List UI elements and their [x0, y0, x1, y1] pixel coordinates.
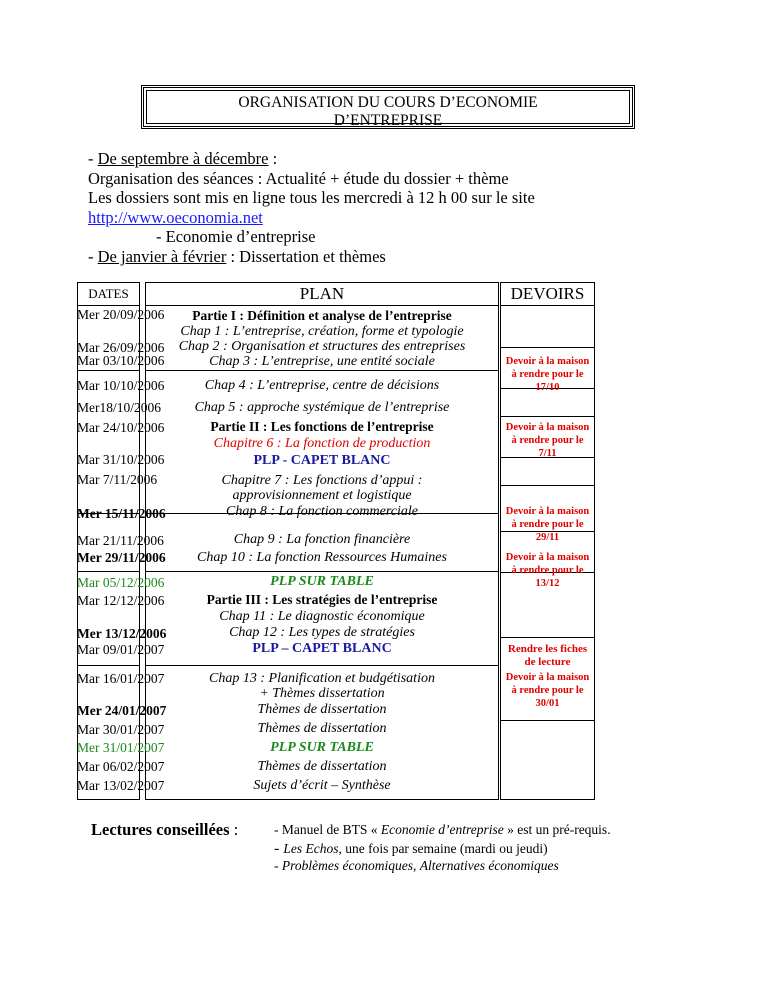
plan-cell: + Thèmes dissertation: [259, 686, 385, 701]
title-line-2: D’ENTREPRISE: [333, 112, 443, 129]
date-cell: Mar 09/01/2007: [77, 642, 165, 657]
title-box: [141, 85, 635, 129]
date-cell: Mer 24/01/2007: [77, 703, 167, 718]
devoir-cell: Devoir à la maison à rendre pour le 13/12: [505, 552, 590, 589]
plan-cell: PLP SUR TABLE: [270, 574, 374, 589]
date-cell: Mer 31/01/2007: [77, 740, 165, 755]
plan-cell: Thèmes de dissertation: [257, 759, 387, 774]
header-dates: DATES: [88, 286, 129, 301]
oeconomia-link[interactable]: http://www.oeconomia.net: [88, 207, 263, 227]
date-cell: Mer 20/09/2006: [77, 307, 165, 322]
lecture-line-1: - Manuel de BTS « Economie d’entreprise » est un pré-requis.: [274, 822, 611, 837]
date-cell: Mer 15/11/2006: [77, 506, 166, 521]
intro-line-6: - De janvier à février : Dissertation et thèmes: [88, 246, 386, 266]
header-plan: PLAN: [299, 284, 345, 303]
date-cell: Mar 21/11/2006: [77, 533, 164, 548]
intro-line-1: - De septembre à décembre :: [88, 149, 278, 168]
document-title: [144, 94, 632, 130]
devoir-cell: Devoir à la maison à rendre pour le 7/11: [505, 422, 590, 459]
devoir-cell: Devoir à la maison à rendre pour le 17/10: [505, 356, 590, 393]
date-cell: Mer18/10/2006: [77, 400, 161, 415]
intro-line-5: - Economie d’entreprise: [156, 227, 316, 247]
date-cell: Mar 06/02/2007: [77, 759, 165, 774]
plan-cell: Chapitre 6 : La fonction de production: [213, 436, 431, 451]
plan-cell: Chap 12 : Les types de stratégies: [229, 625, 415, 640]
plan-cell: Partie I : Définition et analyse de l’entreprise: [192, 308, 452, 323]
devoir-cell: Devoir à la maison à rendre pour le 29/11: [505, 506, 590, 543]
lecture-line-2: - Les Echos, une fois par semaine (mardi ou jeudi): [274, 840, 548, 857]
plan-cell: Chap 2 : Organisation et structures des entreprises: [178, 339, 466, 354]
date-cell: Mer 29/11/2006: [77, 550, 166, 565]
plan-cell: Thèmes de dissertation: [257, 702, 387, 717]
plan-cell: Chap 4 : L’entreprise, centre de décisions: [204, 378, 440, 393]
date-cell: Mar 10/10/2006: [77, 378, 165, 393]
plan-cell: Chap 1 : L’entreprise, création, forme et typologie: [180, 324, 464, 339]
plan-cell: Chap 9 : La fonction financière: [233, 532, 411, 547]
plan-cell: Thèmes de dissertation: [257, 721, 387, 736]
date-cell: Mar 24/10/2006: [77, 420, 165, 435]
plan-cell: Partie III : Les stratégies de l’entreprise: [206, 592, 438, 607]
plan-cell: Chap 11 : Le diagnostic économique: [219, 609, 425, 624]
lecture-line-3: - Problèmes économiques, Alternatives économiques: [274, 858, 559, 873]
plan-cell: PLP SUR TABLE: [270, 740, 374, 755]
devoir-cell: Rendre les fiches de lecture: [507, 643, 588, 668]
period-jan-feb: De janvier à février: [97, 246, 227, 266]
intro-section: [88, 149, 535, 267]
date-cell: Mar 12/12/2006: [77, 593, 165, 608]
date-cell: Mar 05/12/2006: [77, 575, 165, 590]
lectures-label: Lectures conseillées :: [91, 820, 239, 839]
date-cell: Mar 13/02/2007: [77, 778, 165, 793]
date-cell: Mar 26/09/2006: [77, 340, 165, 355]
devoir-cell: Devoir à la maison à rendre pour le 30/01: [505, 672, 590, 709]
schedule-grid: [77, 282, 695, 800]
plan-cell: approvisionnement et logistique: [232, 488, 412, 503]
intro-line-3: Les dossiers sont mis en ligne tous les mercredi à 12 h 00 sur le site: [88, 188, 535, 208]
date-cell: Mar 30/01/2007: [77, 722, 165, 737]
date-cell: Mar 03/10/2006: [77, 353, 165, 368]
period-sept-dec: De septembre à décembre: [97, 149, 269, 168]
plan-cell: Chap 8 : La fonction commerciale: [226, 504, 418, 519]
date-cell: Mar 31/10/2006: [77, 452, 165, 467]
plan-cell: Chap 10 : La fonction Ressources Humaines: [197, 550, 447, 565]
plan-cell: PLP - CAPET BLANC: [253, 453, 391, 468]
plan-cell: Sujets d’écrit – Synthèse: [253, 778, 391, 793]
plan-cell: Chap 5 : approche systémique de l’entreprise: [194, 400, 450, 415]
intro-line-2: Organisation des séances : Actualité + étude du dossier + thème: [88, 168, 509, 188]
plan-cell: Chapitre 7 : Les fonctions d’appui :: [221, 473, 423, 488]
date-cell: Mar 16/01/2007: [77, 671, 165, 686]
title-line-1: ORGANISATION DU COURS D’ECONOMIE: [238, 94, 538, 111]
date-cell: Mar 7/11/2006: [77, 472, 158, 487]
plan-cell: PLP – CAPET BLANC: [252, 641, 392, 656]
header-devoirs: DEVOIRS: [510, 284, 585, 303]
plan-cell: Chap 13 : Planification et budgétisation: [209, 671, 435, 686]
plan-cell: Partie II : Les fonctions de l’entreprise: [210, 419, 434, 434]
plan-cell: Chap 3 : L’entreprise, une entité sociale: [209, 354, 435, 369]
date-cell: Mer 13/12/2006: [77, 626, 167, 641]
